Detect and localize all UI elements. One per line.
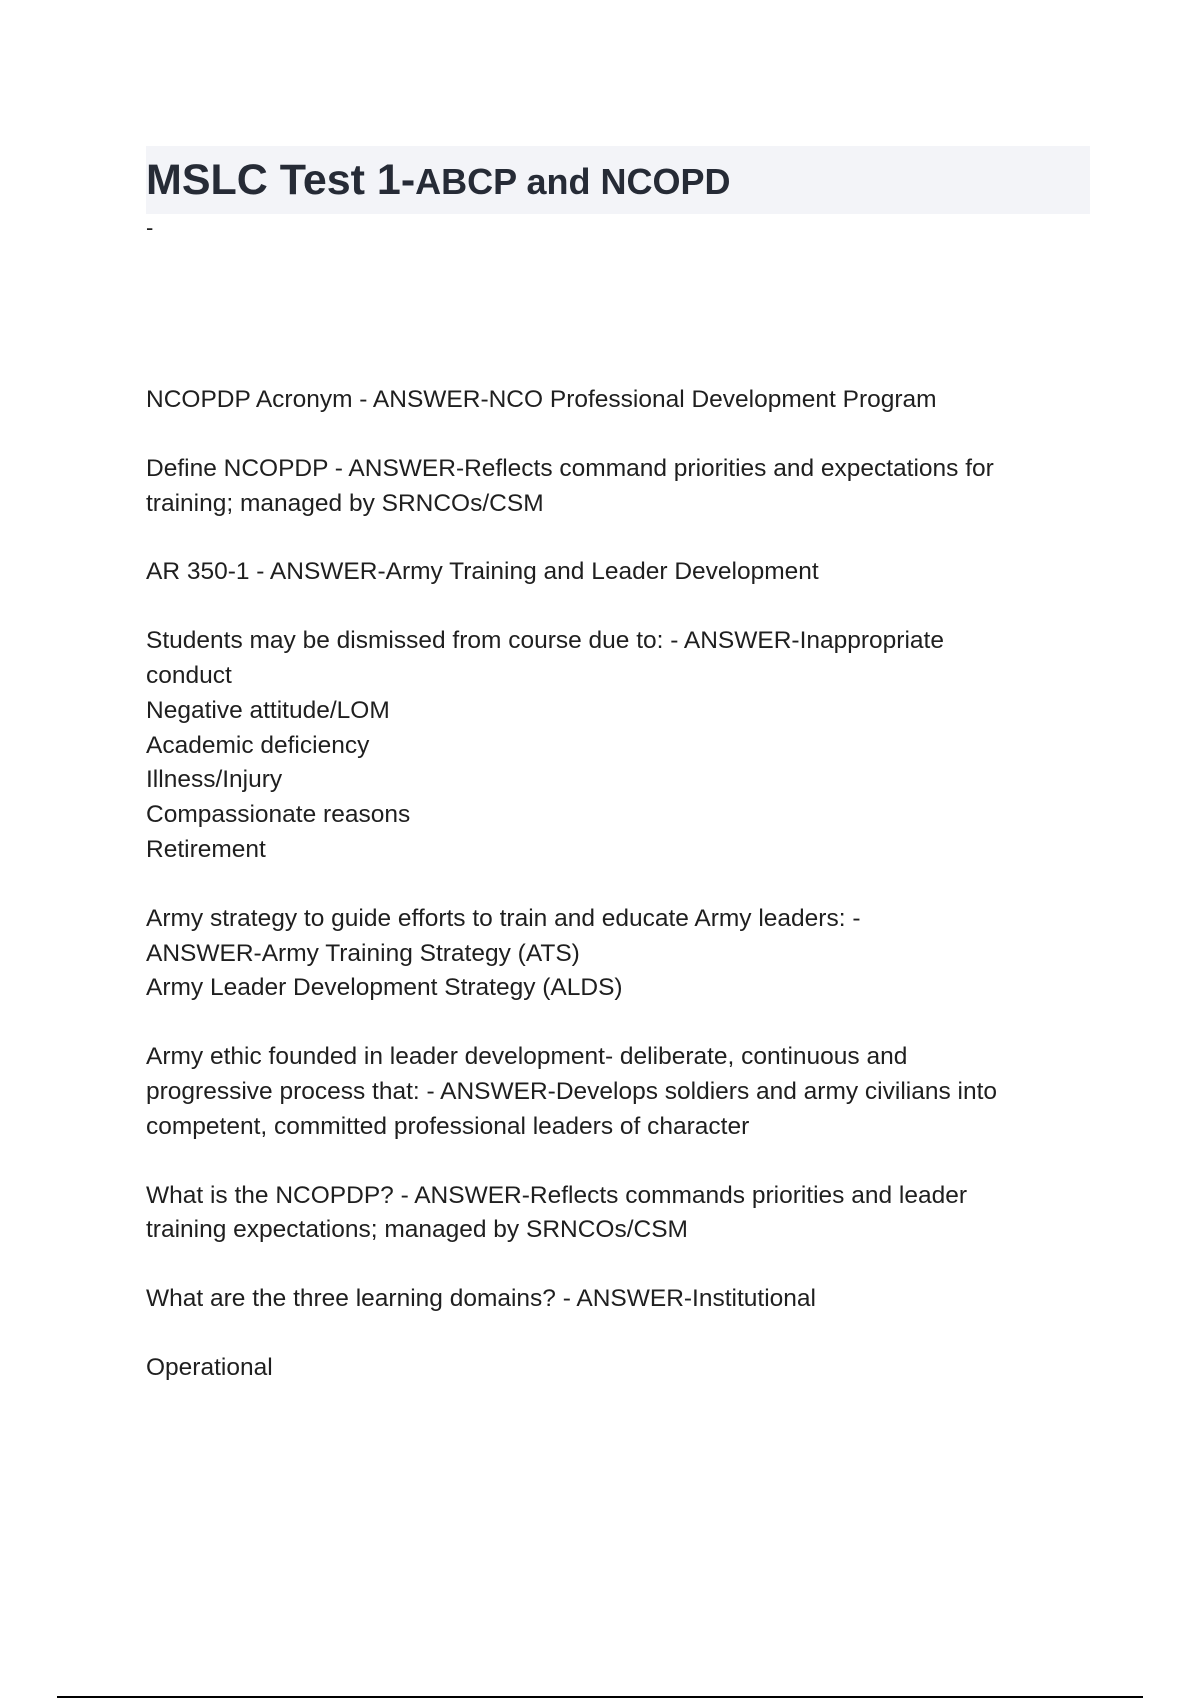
qa-item — [146, 1282, 1090, 1317]
qa-line: ANSWER-Army Training Strategy (ATS) — [146, 939, 580, 967]
qa-item — [146, 1040, 1090, 1144]
qa-line: NCOPDP Acronym - ANSWER-NCO Professional Development Program — [146, 386, 937, 413]
qa-item — [146, 1179, 1090, 1249]
qa-line: Army strategy to guide efforts to train and educate Army leaders: - — [146, 904, 861, 932]
footer-rule — [57, 1696, 1143, 1698]
qa-line: training expectations; managed by SRNCOs/CSM — [146, 1216, 688, 1244]
qa-item — [146, 624, 1090, 868]
qa-line: What is the NCOPDP? - ANSWER-Reflects commands priorities and leader — [146, 1181, 968, 1209]
qa-line: Retirement — [146, 835, 266, 863]
qa-line: Army ethic founded in leader development- deliberate, continuous and — [146, 1043, 908, 1071]
title-main: MSLC Test 1- — [146, 156, 416, 204]
qa-line: progressive process that: - ANSWER-Develops soldiers and army civilians into — [146, 1077, 998, 1105]
qa-line: Operational — [146, 1353, 273, 1381]
qa-line: training; managed by SRNCOs/CSM — [146, 489, 544, 517]
qa-line: What are the three learning domains? - ANSWER-Institutional — [146, 1285, 816, 1313]
qa-item — [146, 555, 1090, 590]
qa-line: Compassionate reasons — [146, 801, 411, 829]
title-subtitle: ABCP and NCOPD — [415, 161, 731, 202]
qa-line: conduct — [146, 661, 232, 689]
qa-item — [146, 383, 1090, 418]
qa-line: Illness/Injury — [146, 766, 283, 794]
subtitle-dash: - — [146, 215, 154, 240]
qa-line: Academic deficiency — [146, 731, 370, 759]
qa-line: Students may be dismissed from course due to: - ANSWER-Inappropriate — [146, 627, 944, 655]
qa-item — [146, 902, 1090, 1006]
qa-line: competent, committed professional leaders of character — [146, 1112, 750, 1140]
qa-line: Negative attitude/LOM — [146, 696, 390, 724]
qa-item — [146, 1351, 1090, 1386]
qa-list — [146, 383, 1090, 1420]
qa-line: Army Leader Development Strategy (ALDS) — [146, 974, 623, 1002]
document-title — [146, 146, 731, 214]
qa-line: Define NCOPDP - ANSWER-Reflects command priorities and expectations for — [146, 454, 994, 482]
qa-item — [146, 452, 1090, 522]
qa-line: AR 350-1 - ANSWER-Army Training and Leader Development — [146, 558, 819, 586]
